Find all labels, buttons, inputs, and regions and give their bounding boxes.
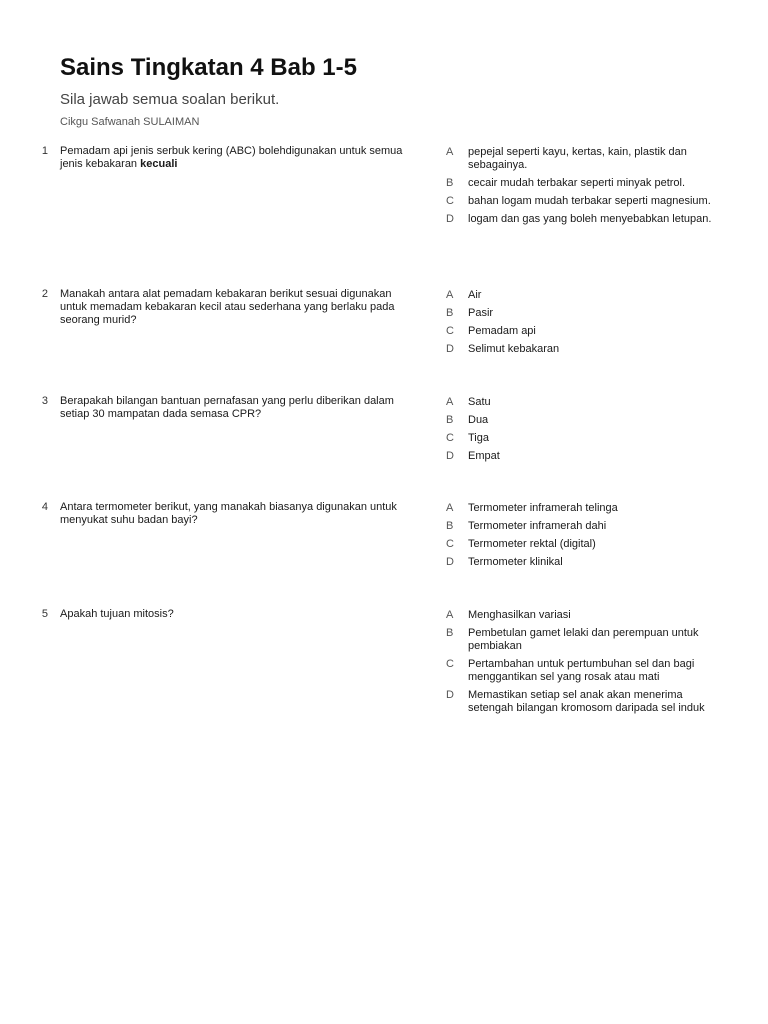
option-a[interactable]: [446, 146, 716, 172]
option-letter: B: [446, 307, 454, 319]
option-text: Termometer rektal (digital): [468, 538, 596, 550]
answer-options: [446, 289, 716, 361]
option-text: Menghasilkan variasi: [468, 609, 571, 621]
question-number: 4: [41, 501, 48, 513]
option-text: Termometer inframerah telinga: [468, 502, 618, 514]
option-letter: C: [446, 432, 454, 444]
author-name: Cikgu Safwanah SULAIMAN: [60, 116, 200, 128]
option-letter: A: [446, 502, 454, 514]
option-c[interactable]: [446, 658, 716, 684]
option-d[interactable]: [446, 556, 716, 569]
option-text: Selimut kebakaran: [468, 343, 560, 355]
option-text: Empat: [468, 450, 500, 462]
option-letter: B: [446, 414, 454, 426]
question-stem: Manakah antara alat pemadam kebakaran berikut sesuai digunakan untuk memadam kebakaran kecil atau sederhana yang berlaku pada seorang murid?: [60, 288, 395, 326]
question-number: 3: [41, 395, 48, 407]
option-text: Pertambahan untuk pertumbuhan sel dan bagi menggantikan sel yang rosak atau mati: [468, 658, 695, 683]
option-c[interactable]: [446, 325, 716, 338]
option-letter: D: [446, 343, 454, 355]
option-letter: C: [446, 325, 454, 337]
question-number: 1: [41, 145, 48, 157]
question-number: 5: [41, 608, 48, 620]
question-text: [60, 501, 412, 527]
worksheet-header: [60, 52, 720, 130]
option-letter: C: [446, 195, 454, 207]
option-text: pepejal seperti kayu, kertas, kain, plastik dan sebagainya.: [468, 146, 687, 171]
option-letter: A: [446, 396, 454, 408]
option-b[interactable]: [446, 307, 716, 320]
option-text: Satu: [468, 396, 491, 408]
answer-options: [446, 396, 716, 468]
option-letter: C: [446, 658, 454, 670]
option-text: Memastikan setiap sel anak akan menerima setengah bilangan kromosom daripada sel induk: [468, 689, 705, 714]
option-letter: D: [446, 556, 454, 568]
option-c[interactable]: [446, 195, 716, 208]
option-a[interactable]: [446, 289, 716, 302]
option-d[interactable]: [446, 450, 716, 463]
question-text: [60, 395, 412, 421]
option-a[interactable]: [446, 502, 716, 515]
option-d[interactable]: [446, 213, 716, 226]
question-stem: Apakah tujuan mitosis?: [60, 608, 174, 620]
option-text: cecair mudah terbakar seperti minyak petrol.: [468, 177, 686, 189]
page-title: Sains Tingkatan 4 Bab 1-5: [60, 54, 357, 81]
option-text: logam dan gas yang boleh menyebabkan letupan.: [468, 213, 712, 225]
question-stem: Pemadam api jenis serbuk kering (ABC) bolehdigunakan untuk semua jenis kebakaran: [60, 145, 403, 170]
question-stem: Berapakah bilangan bantuan pernafasan yang perlu diberikan dalam setiap 30 mampatan dada semasa CPR?: [60, 395, 394, 420]
option-text: Tiga: [468, 432, 489, 444]
option-letter: D: [446, 213, 454, 225]
option-b[interactable]: [446, 177, 716, 190]
option-letter: D: [446, 450, 454, 462]
option-d[interactable]: [446, 689, 716, 715]
option-a[interactable]: [446, 396, 716, 409]
option-b[interactable]: [446, 520, 716, 533]
option-letter: B: [446, 627, 454, 639]
option-text: bahan logam mudah terbakar seperti magnesium.: [468, 195, 711, 207]
option-c[interactable]: [446, 432, 716, 445]
answer-options: [446, 609, 716, 720]
option-letter: A: [446, 609, 454, 621]
option-b[interactable]: [446, 414, 716, 427]
option-text: Pasir: [468, 307, 494, 319]
option-d[interactable]: [446, 343, 716, 356]
option-letter: C: [446, 538, 454, 550]
question-number: 2: [41, 288, 48, 300]
question-stem: Antara termometer berikut, yang manakah biasanya digunakan untuk menyukat suhu badan bayi?: [60, 501, 397, 526]
option-text: Air: [468, 289, 482, 301]
option-text: Pemadam api: [468, 325, 536, 337]
option-letter: A: [446, 146, 454, 158]
question-text: [60, 288, 412, 327]
question-text: [60, 608, 412, 621]
option-c[interactable]: [446, 538, 716, 551]
question-emphasis: kecuali: [140, 158, 178, 170]
option-b[interactable]: [446, 627, 716, 653]
option-text: Pembetulan gamet lelaki dan perempuan untuk pembiakan: [468, 627, 699, 652]
question-text: [60, 145, 412, 171]
option-letter: B: [446, 177, 454, 189]
answer-options: [446, 502, 716, 574]
option-letter: A: [446, 289, 454, 301]
option-letter: D: [446, 689, 454, 701]
option-a[interactable]: [446, 609, 716, 622]
option-text: Termometer klinikal: [468, 556, 563, 568]
option-letter: B: [446, 520, 454, 532]
option-text: Dua: [468, 414, 489, 426]
option-text: Termometer inframerah dahi: [468, 520, 607, 532]
instructions: Sila jawab semua soalan berikut.: [60, 91, 280, 108]
answer-options: [446, 146, 716, 231]
